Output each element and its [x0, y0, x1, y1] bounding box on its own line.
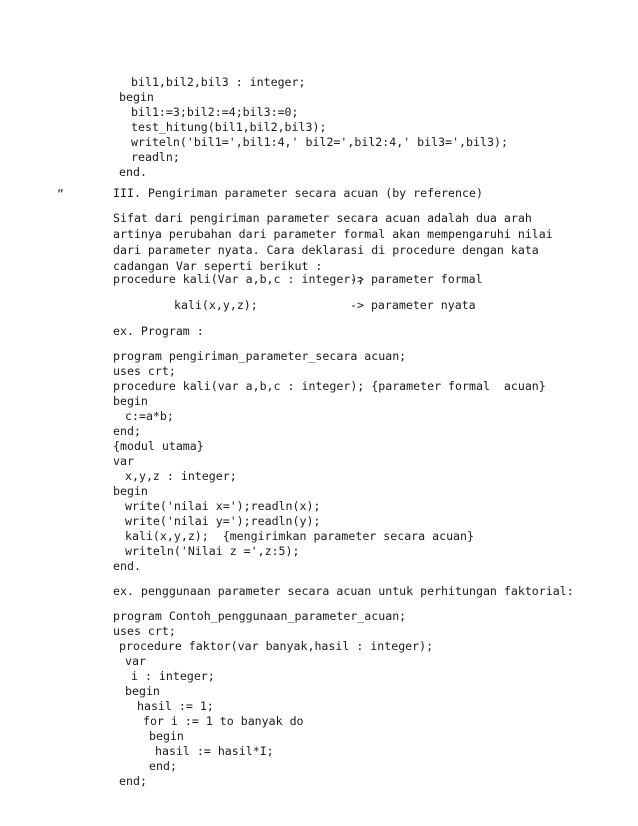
code-line: end.	[119, 165, 147, 179]
code-line: program Contoh_penggunaan_parameter_acuan;	[113, 609, 407, 623]
paragraph-line: Sifat dari pengiriman parameter secara acuan adalah dua arah	[113, 211, 532, 225]
paragraph-line: artinya perubahan dari parameter formal akan mempengaruhi nilai	[113, 227, 553, 241]
example-label: ex. penggunaan parameter secara acuan untuk perhitungan faktorial:	[113, 584, 574, 598]
formal-declaration: procedure kali(Var a,b,c : integer);	[113, 272, 365, 286]
code-line: write('nilai x=');readln(x);	[125, 499, 321, 513]
code-line: for i := 1 to banyak do	[143, 714, 304, 728]
code-line: test_hitung(bil1,bil2,bil3);	[131, 120, 327, 134]
code-line: uses crt;	[113, 364, 176, 378]
code-line: writeln('bil1=',bil1:4,' bil2=',bil2:4,' bil3=',bil3);	[131, 135, 508, 149]
code-line: hasil := hasil*I;	[155, 744, 274, 758]
actual-call: kali(x,y,z);	[174, 298, 258, 312]
code-line: procedure faktor(var banyak,hasil : integer);	[119, 639, 434, 653]
code-line: procedure kali(var a,b,c : integer); {parameter formal acuan}	[113, 379, 546, 393]
code-line: x,y,z : integer;	[125, 469, 237, 483]
code-line: kali(x,y,z); {mengirimkan parameter secara acuan}	[125, 529, 475, 543]
code-line: end;	[149, 759, 177, 773]
code-line: bil1,bil2,bil3 : integer;	[131, 75, 306, 89]
code-line: uses crt;	[113, 624, 176, 638]
code-line: writeln('Nilai z =',z:5);	[125, 544, 300, 558]
section-heading: III. Pengiriman parameter secara acuan (by reference)	[113, 186, 483, 200]
example-label: ex. Program :	[113, 324, 204, 338]
code-line: begin	[113, 484, 148, 498]
code-line: hasil := 1;	[137, 699, 214, 713]
paragraph-line: dari parameter nyata. Cara deklarasi di procedure dengan kata	[113, 243, 539, 257]
bullet-mark: „	[57, 180, 64, 195]
code-line: var	[113, 454, 134, 468]
code-line: bil1:=3;bil2:=4;bil3:=0;	[131, 105, 299, 119]
code-line: begin	[149, 729, 184, 743]
code-line: end.	[113, 559, 141, 573]
code-line: var	[125, 654, 146, 668]
code-line: end;	[119, 774, 147, 788]
code-line: end;	[113, 424, 141, 438]
code-line: begin	[125, 684, 160, 698]
code-line: readln;	[131, 150, 180, 164]
code-line: begin	[113, 394, 148, 408]
paragraph-line: cadangan Var seperti berikut :	[113, 259, 323, 273]
code-line: begin	[119, 90, 154, 104]
formal-note: -> parameter formal	[350, 272, 483, 286]
code-line: {modul utama}	[113, 439, 204, 453]
code-line: write('nilai y=');readln(y);	[125, 514, 321, 528]
code-line: i : integer;	[131, 669, 215, 683]
actual-note: -> parameter nyata	[350, 298, 476, 312]
code-line: c:=a*b;	[125, 409, 174, 423]
code-line: program pengiriman_parameter_secara acuan;	[113, 349, 407, 363]
